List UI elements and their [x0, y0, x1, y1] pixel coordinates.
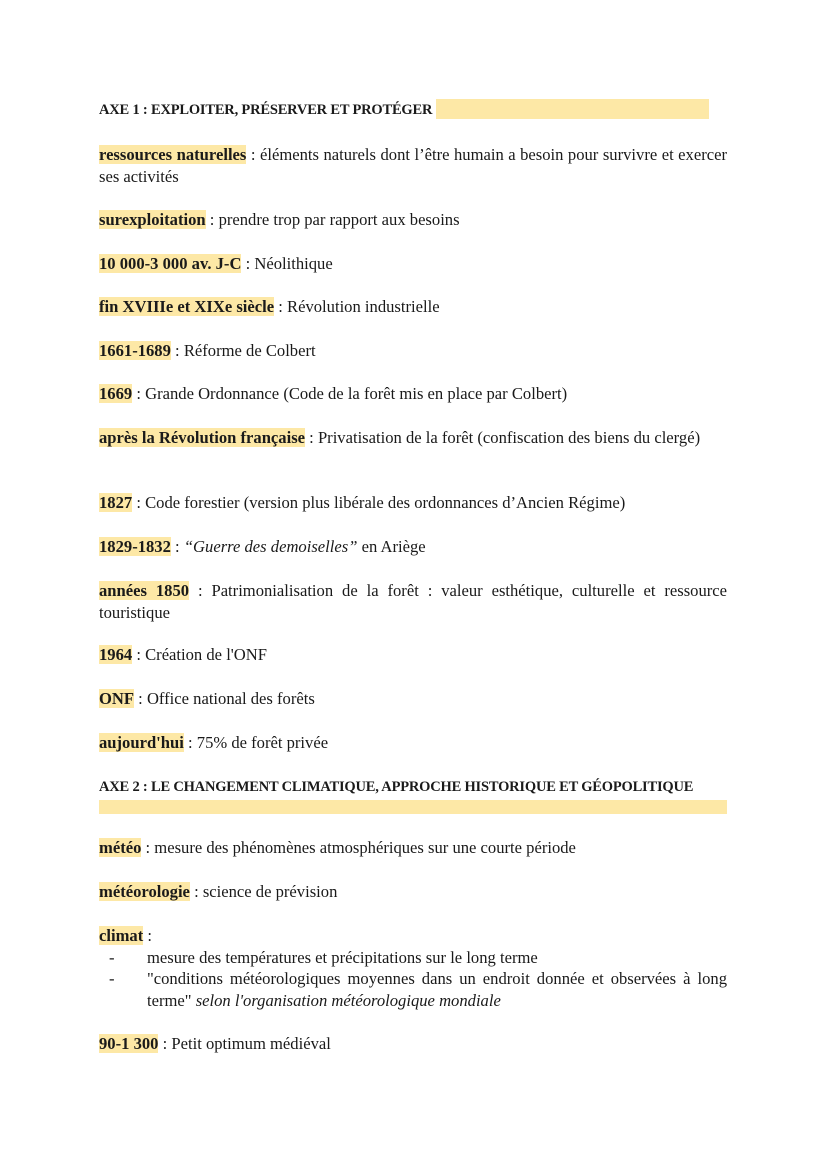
definition: : Réforme de Colbert: [170, 341, 316, 360]
axe2-title: AXE 2 : LE CHANGEMENT CLIMATIQUE, APPROCHE HISTORIQUE ET GÉOPOLITIQUE: [99, 779, 694, 795]
term: 1669: [99, 384, 133, 403]
entry-ressources: [99, 144, 727, 187]
term: météo: [99, 838, 142, 857]
definition: : éléments naturels dont l’être humain a besoin pour survivre et exercer ses activités: [99, 145, 727, 186]
definition: :: [143, 926, 152, 945]
definition: : Office national des forêts: [134, 689, 315, 708]
definition: : mesure des phénomènes atmosphériques sur une courte période: [141, 838, 576, 857]
climat-list: [99, 947, 727, 1012]
term: surexploitation: [99, 210, 206, 229]
entry-demoiselles: [99, 536, 727, 558]
axe2-heading: [99, 776, 727, 814]
list-item: [99, 968, 727, 1011]
axe2-highlight-bar: [99, 800, 727, 814]
entry-apres-revolution: [99, 427, 727, 449]
definition: : prendre trop par rapport aux besoins: [205, 210, 460, 229]
entry-revolution-industrielle: [99, 296, 727, 318]
entry-meteo: [99, 837, 727, 859]
entry-climat: [99, 925, 727, 1011]
entry-annees-1850: [99, 580, 727, 623]
term: ONF: [99, 689, 135, 708]
term: 90-1 300: [99, 1034, 159, 1053]
entry-meteorologie: [99, 881, 727, 903]
entry-colbert: [99, 340, 727, 362]
term: aujourd'hui: [99, 733, 184, 752]
bullet-dash: -: [109, 947, 115, 967]
axe1-title: AXE 1 : EXPLOITER, PRÉSERVER ET PROTÉGER: [99, 102, 433, 118]
term: 1827: [99, 493, 133, 512]
term: 1964: [99, 645, 133, 664]
definition: : science de prévision: [189, 882, 338, 901]
entry-ordonnance: [99, 383, 727, 405]
term: ressources naturelles: [99, 145, 247, 164]
definition: : Révolution industrielle: [274, 297, 440, 316]
bullet-dash: -: [109, 969, 115, 988]
definition: : Code forestier (version plus libérale des ordonnances d’Ancien Régime): [132, 493, 626, 512]
term: 1829-1832: [99, 537, 171, 556]
list-item: [99, 947, 727, 969]
entry-onf-1964: [99, 644, 727, 666]
definition: en Ariège: [357, 537, 426, 556]
axe1-highlight-bar: [436, 99, 709, 119]
definition: : Création de l'ONF: [132, 645, 267, 664]
term: années 1850: [99, 581, 190, 600]
definition: : Néolithique: [241, 254, 333, 273]
axe1-heading: [99, 99, 727, 121]
term: 10 000-3 000 av. J-C: [99, 254, 242, 273]
list-item-italic: selon l'organisation météorologique mondiale: [195, 990, 501, 1010]
entry-aujourdhui: [99, 732, 727, 754]
entry-surexploitation: [99, 209, 727, 231]
term: fin XVIIIe et XIXe siècle: [99, 297, 275, 316]
definition: : Grande Ordonnance (Code de la forêt mis en place par Colbert): [132, 384, 568, 403]
entry-neolithique: [99, 253, 727, 275]
definition: : Petit optimum médiéval: [158, 1034, 331, 1053]
list-item-text: "conditions météorologiques moyennes dans un endroit donnée et observées à long terme": [147, 969, 727, 1010]
definition: : Privatisation de la forêt (confiscation des biens du clergé): [305, 428, 701, 447]
definition: : 75% de forêt privée: [183, 733, 329, 752]
term: climat: [99, 926, 144, 945]
definition: : Patrimonialisation de la forêt : valeur esthétique, culturelle et ressource touristique: [99, 581, 727, 622]
term: météorologie: [99, 882, 190, 901]
italic-quote: “Guerre des demoiselles”: [183, 537, 358, 556]
term: après la Révolution française: [99, 428, 306, 447]
separator: :: [170, 537, 184, 556]
list-item-text: mesure des températures et précipitations sur le long terme: [147, 947, 538, 967]
entry-onf: [99, 688, 727, 710]
entry-optimum: [99, 1033, 727, 1055]
term: 1661-1689: [99, 341, 171, 360]
entry-code-forestier: [99, 492, 727, 514]
